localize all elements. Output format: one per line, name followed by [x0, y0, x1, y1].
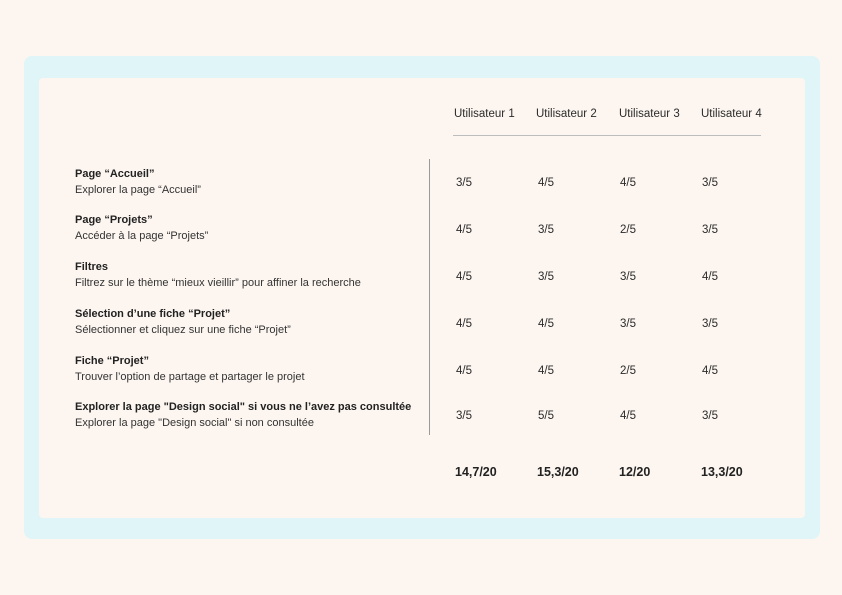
column-header-user-1: Utilisateur 1: [454, 108, 515, 120]
table-row: [39, 214, 805, 254]
score-user-4: 3/5: [702, 410, 718, 422]
score-user-2: 3/5: [538, 271, 554, 283]
task-title: Fiche “Projet”: [75, 355, 149, 367]
score-user-4: 3/5: [702, 224, 718, 236]
score-user-2: 3/5: [538, 224, 554, 236]
results-frame: [24, 56, 820, 539]
score-user-4: 4/5: [702, 365, 718, 377]
table-row: [39, 168, 805, 208]
score-user-1: 4/5: [456, 271, 472, 283]
column-header-user-2: Utilisateur 2: [536, 108, 597, 120]
task-title: Page “Accueil”: [75, 168, 155, 180]
score-user-1: 4/5: [456, 318, 472, 330]
task-title: Sélection d’une fiche “Projet”: [75, 308, 231, 320]
score-user-3: 3/5: [620, 318, 636, 330]
task-description: Explorer la page “Accueil”: [75, 184, 201, 196]
task-description: Explorer la page "Design social" si non consultée: [75, 417, 314, 429]
score-user-2: 5/5: [538, 410, 554, 422]
score-user-1: 3/5: [456, 410, 472, 422]
table-row: [39, 355, 805, 395]
score-user-2: 4/5: [538, 318, 554, 330]
score-user-4: 4/5: [702, 271, 718, 283]
task-description: Trouver l’option de partage et partager le projet: [75, 371, 305, 383]
header-divider: [453, 135, 761, 136]
column-header-user-4: Utilisateur 4: [701, 108, 762, 120]
task-title: Explorer la page "Design social" si vous ne l’avez pas consultée: [75, 401, 412, 413]
score-user-3: 3/5: [620, 271, 636, 283]
score-user-3: 2/5: [620, 365, 636, 377]
score-user-3: 2/5: [620, 224, 636, 236]
score-user-1: 3/5: [456, 177, 472, 189]
score-user-1: 4/5: [456, 224, 472, 236]
task-title: Filtres: [75, 261, 109, 273]
column-header-row: [39, 108, 805, 128]
task-title: Page “Projets”: [75, 214, 153, 226]
total-user-1: 14,7/20: [455, 465, 497, 479]
table-row: [39, 401, 805, 441]
table-row: [39, 308, 805, 348]
total-user-4: 13,3/20: [701, 465, 743, 479]
task-description: Accéder à la page “Projets”: [75, 230, 209, 242]
score-user-4: 3/5: [702, 318, 718, 330]
total-user-3: 12/20: [619, 465, 651, 479]
score-user-3: 4/5: [620, 177, 636, 189]
score-user-1: 4/5: [456, 365, 472, 377]
score-user-2: 4/5: [538, 177, 554, 189]
score-user-4: 3/5: [702, 177, 718, 189]
total-user-2: 15,3/20: [537, 465, 579, 479]
task-description: Sélectionner et cliquez sur une fiche “Projet”: [75, 324, 291, 336]
score-user-2: 4/5: [538, 365, 554, 377]
table-row: [39, 261, 805, 301]
score-user-3: 4/5: [620, 410, 636, 422]
column-header-user-3: Utilisateur 3: [619, 108, 680, 120]
results-card: [39, 78, 805, 518]
task-description: Filtrez sur le thème “mieux vieillir” pour affiner la recherche: [75, 277, 361, 289]
